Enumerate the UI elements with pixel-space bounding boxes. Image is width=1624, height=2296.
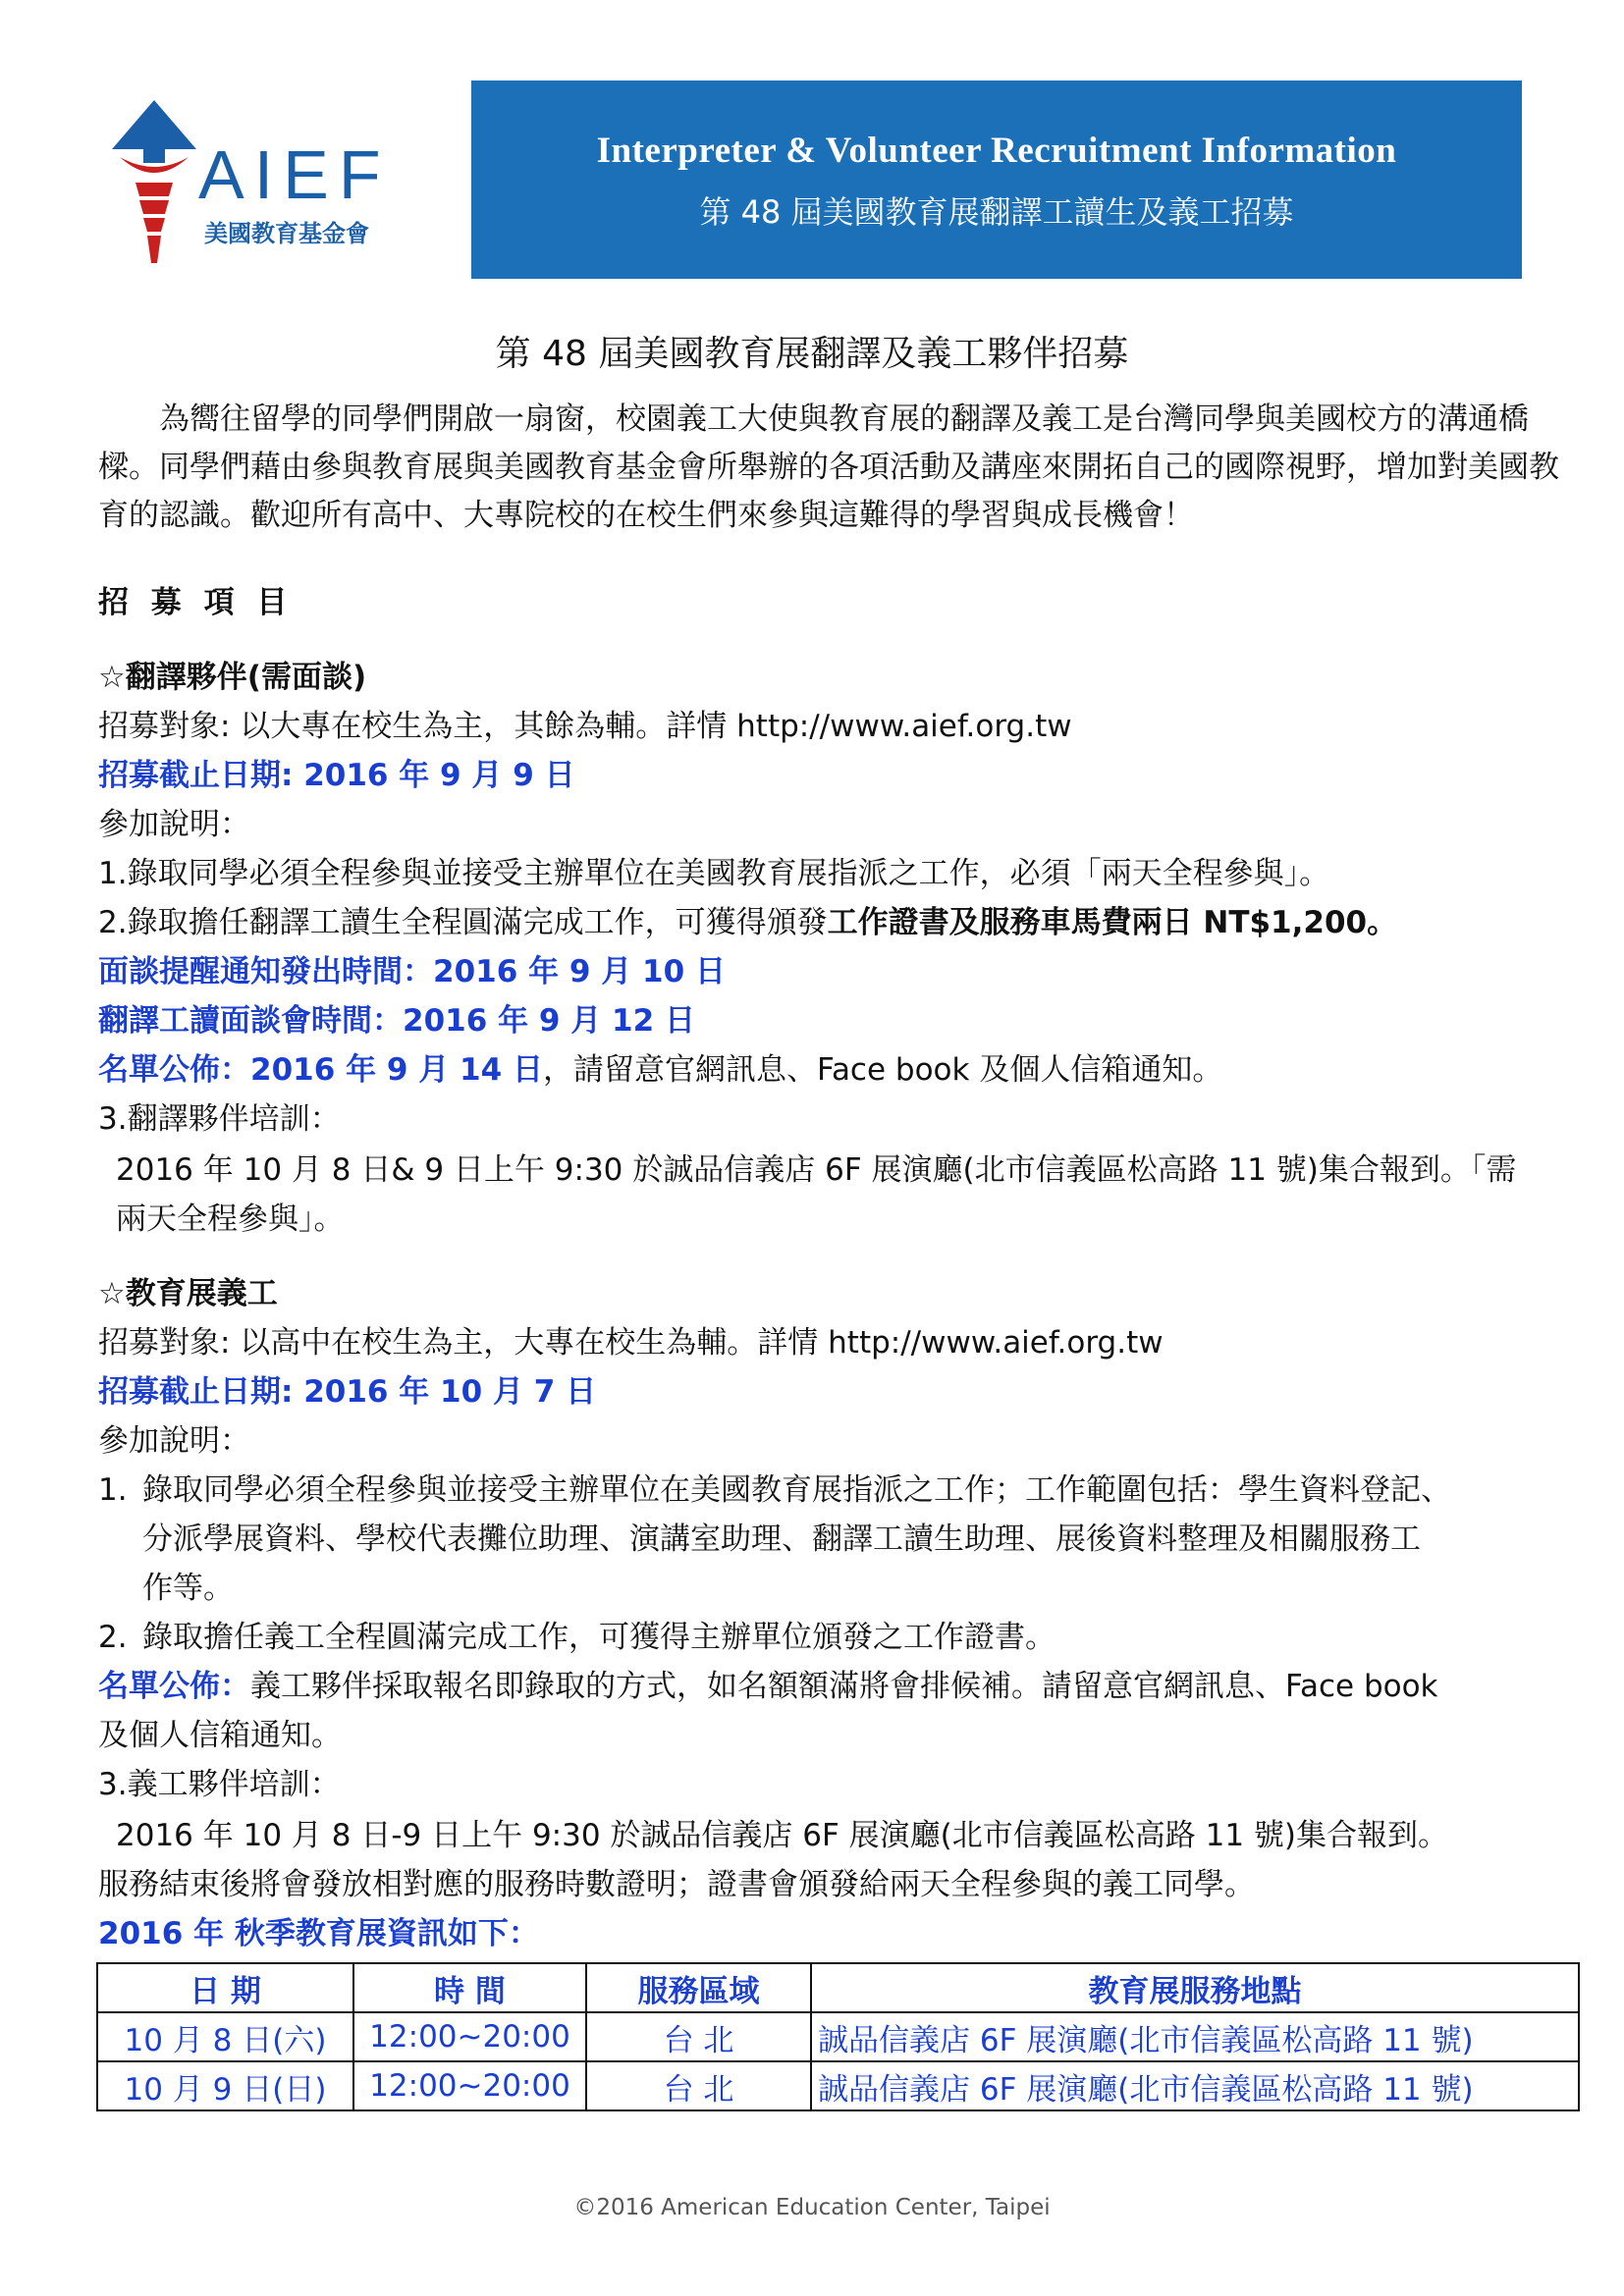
translator-target: 招募對象: 以大專在校生為主，其餘為輔。詳情 http://www.aief.org.tw (98, 709, 1072, 744)
volunteer-target: 招募對象: 以高中在校生為主，大專在校生為輔。詳情 http://www.aief.org.tw (98, 1325, 1164, 1361)
volunteer-item-1-line-1: 錄取同學必須全程參與並接受主辦單位在美國教育展指派之工作；工作範圍包括：學生資料登記、 (142, 1472, 1451, 1508)
volunteer-item-1-number: 1. (98, 1472, 128, 1508)
row-date: 10 月 8 日(六) (97, 2012, 353, 2061)
volunteer-item-1-line-3: 作等。 (142, 1571, 234, 1606)
translator-deadline: 招募截止日期: 2016 年 9 月 9 日 (98, 758, 575, 793)
logo-subtitle: 美國教育基金會 (204, 220, 369, 247)
volunteer-notes-label: 參加說明： (98, 1423, 250, 1459)
translator-notes-label: 參加說明： (98, 807, 250, 842)
volunteer-training-line-2: 服務結束後將會發放相對應的服務時數證明；證書會頒發給兩天全程參與的義工同學。 (98, 1867, 1255, 1902)
volunteer-item-2-number: 2. (98, 1620, 128, 1655)
translator-item-1: 1.錄取同學必須全程參與並接受主辦單位在美國教育展指派之工作，必須「兩天全程參與」。 (98, 856, 1330, 891)
col-date: 日 期 (97, 1963, 353, 2012)
logo-wordmark: AIEF (198, 136, 391, 213)
schedule-heading: 2016 年 秋季教育展資訊如下： (98, 1916, 539, 1951)
volunteer-item-2: 錄取擔任義工全程圓滿完成工作，可獲得主辦單位頒發之工作證書。 (142, 1620, 1056, 1655)
volunteer-list-text: 義工夥伴採取報名即錄取的方式，如名額額滿將會排候補。請留意官網訊息、Face book (250, 1669, 1438, 1704)
row-date: 10 月 9 日(日) (97, 2061, 353, 2110)
translator-list-announce (98, 1050, 1222, 1090)
volunteer-list-label: 名單公佈： (98, 1669, 250, 1704)
volunteer-training-line-1: 2016 年 10 月 8 日-9 日上午 9:30 於誠品信義店 6F 展演廳(北市信義區松高路 11 號)集合報到。 (116, 1818, 1449, 1853)
row-area: 台 北 (586, 2061, 811, 2110)
aief-logo (110, 98, 424, 275)
table-row (97, 2012, 1579, 2061)
table-row (97, 2061, 1579, 2110)
page-footer: ©2016 American Education Center, Taipei (573, 2195, 1051, 2220)
row-area: 台 北 (586, 2012, 811, 2061)
translator-training-line-1: 2016 年 10 月 8 日& 9 日上午 9:30 於誠品信義店 6F 展演廳(北市信義區松高路 11 號)集合報到。「需 (116, 1152, 1517, 1188)
volunteer-list-text-2: 及個人信箱通知。 (98, 1718, 342, 1753)
translator-training-line-2: 兩天全程參與」。 (116, 1201, 345, 1237)
translator-heading: ☆翻譯夥伴(需面談) (98, 660, 367, 695)
header-banner (471, 80, 1522, 279)
col-area: 服務區域 (586, 1963, 811, 2012)
translator-training-label: 3.翻譯夥伴培訓： (98, 1101, 341, 1137)
intro-paragraph: 為嚮往留學的同學們開啟一扇窗，校園義工大使與教育展的翻譯及義工是台灣同學與美國校方的溝通橋樑。同學們藉由參與教育展與美國教育基金會所舉辦的各項活動及講座來開拓自己的國際視野，增加對美國教育的認識。歡迎所有高中、大專院校的在校生們來參與這難得的學習與成長機會！ (98, 401, 1559, 533)
col-time: 時 間 (353, 1963, 586, 2012)
volunteer-item-1-line-2: 分派學展資料、學校代表攤位助理、演講室助理、翻譯工讀生助理、展後資料整理及相關服務工 (142, 1522, 1421, 1557)
translator-item-2-reward: 工作證書及服務車馬費兩日 NT$1,200。 (827, 905, 1398, 940)
row-location: 誠品信義店 6F 展演廳(北市信義區松高路 11 號) (811, 2061, 1579, 2110)
schedule-header-row (97, 1963, 1579, 2012)
aief-torch-icon (110, 98, 198, 275)
schedule-table (96, 1962, 1580, 2111)
interview-notice: 面談提醒通知發出時間：2016 年 9 月 10 日 (98, 954, 726, 989)
translator-item-2-text: 2.錄取擔任翻譯工讀生全程圓滿完成工作，可獲得頒發 (98, 905, 828, 940)
translator-list-announce-text: ，請留意官網訊息、Face book 及個人信箱通知。 (542, 1052, 1223, 1088)
banner-title-en: Interpreter & Volunteer Recruitment Information (596, 131, 1397, 171)
section-heading: 招 募 項 目 (98, 585, 294, 620)
banner-title-zh: 第 48 屆美國教育展翻譯工讀生及義工招募 (699, 193, 1294, 231)
row-time: 12:00~20:00 (353, 2012, 586, 2061)
col-location: 教育展服務地點 (811, 1963, 1579, 2012)
page-title: 第 48 屆美國教育展翻譯及義工夥伴招募 (495, 334, 1129, 374)
interview-time: 翻譯工讀面談會時間：2016 年 9 月 12 日 (98, 1003, 695, 1039)
translator-list-announce-date: 名單公佈：2016 年 9 月 14 日 (98, 1052, 543, 1088)
volunteer-list-announce (98, 1667, 1438, 1706)
translator-item-2 (98, 903, 1397, 942)
volunteer-training-label: 3.義工夥伴培訓： (98, 1767, 341, 1802)
volunteer-deadline: 招募截止日期: 2016 年 10 月 7 日 (98, 1374, 597, 1410)
volunteer-heading: ☆教育展義工 (98, 1276, 278, 1311)
row-location: 誠品信義店 6F 展演廳(北市信義區松高路 11 號) (811, 2012, 1579, 2061)
row-time: 12:00~20:00 (353, 2061, 586, 2110)
